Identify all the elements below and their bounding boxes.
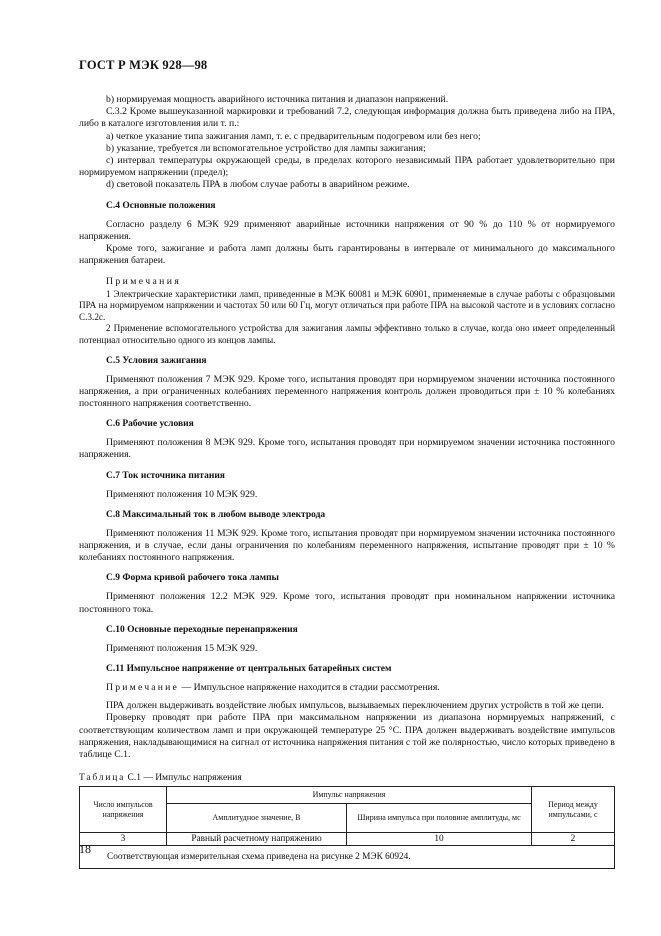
paragraph: Применяют положения 12.2 МЭК 929. Кроме того, испытания проводят при номинальном напряжении источника постоянного тока. [79,591,615,615]
header-cell-amplitude: Амплитудное значение, В [167,804,347,833]
paragraph: Применяют положения 15 МЭК 929. [106,642,258,654]
note-item: 2 Применение вспомогательного устройства для зажигания лампы эффективно только в случае, когда оно имеет определенный потенциал относительно одного из концов лампы. [79,323,615,346]
note-text: — Импульсное напряжение находится в стадии рассмотрения. [179,682,440,694]
note-label: Примечание [106,682,180,694]
table-row [80,833,615,846]
section-heading: С.10 Основные переходные перенапряжения [106,624,298,635]
paragraph: b) нормируемая мощность аварийного источника питания и диапазон напряжений. [106,94,449,105]
table-caption-text: С.1 — Импульс напряжения [125,773,242,784]
notes-heading: Примечания [106,276,182,288]
table-caption [79,773,615,783]
paragraph: ПРА должен выдерживать воздействие любых импульсов, вызываемых переключением других устройств в той же цепи. [106,700,604,712]
standard-header: ГОСТ Р МЭК 928—98 [79,58,208,72]
section-heading: С.5 Условия зажигания [106,355,207,366]
pulse-table [79,786,615,869]
paragraph: С.3.2 Кроме вышеуказанной маркировки и требований 7.2, следующая информация должна быть приведена либо на ПРА, либо в каталоге изготовления или т. п.: [79,106,615,130]
header-cell-group: Импульс напряжения [167,787,532,804]
cell-period: 2 [532,833,615,846]
table-caption-prefix: Таблица [79,773,126,784]
cell-count: 3 [80,833,167,846]
paragraph: Согласно разделу 6 МЭК 929 применяют аварийные источники напряжения от 90 % до 110 % от нормируемого напряжения. [79,218,615,242]
header-cell-period: Период между импульсами, с [532,787,615,833]
cell-width: 10 [347,833,532,846]
list-item: с) интервал температуры окружающей среды, в пределах которого независимый ПРА работает удовлетворительно при нормируемом напряжении (предел); [79,155,615,179]
section-heading: С.8 Максимальный ток в любом выводе электрода [106,509,326,520]
section-heading: С.11 Импульсное напряжение от центральных батарейных систем [106,664,392,675]
table-footnote: Соответствующая измерительная схема приведена на рисунке 2 МЭК 60924. [80,846,615,869]
paragraph: Проверку проводят при работе ПРА при максимальном напряжении из диапазона нормируемых напряжений, с соответствующим количеством ламп и при окружающей температуре 25 °С. ПРА должен выдерживать воздействие импульсов напряжения, накладывающимися на сигнал от источника напряжения питания с той же полярностью, число которых приведено в таблице С.1. [79,712,615,761]
document-page [79,58,615,869]
paragraph: Применяют положения 8 МЭК 929. Кроме того, испытания проводят при нормируемом значении источника постоянного напряжения. [79,437,615,461]
paragraph: Применяют положения 10 МЭК 929. [106,488,258,500]
cell-amplitude: Равный расчетному напряжению [167,833,347,846]
list-item: b) указание, требуется ли вспомогательное устройство для лампы зажигания; [106,142,426,154]
section-heading: С.6 Рабочие условия [106,419,194,430]
list-item: d) световой показатель ПРА в любом случае работы в аварийном режиме. [106,179,410,191]
paragraph: Применяют положения 11 МЭК 929. Кроме того, испытания проводят при нормируемом значении источника постоянного напряжения, и в случае, если даны ограничения по колебаниям переменного напряжения, испытание проводят при ± 10 % колебаниях постоянного напряжения. [79,527,615,564]
paragraph: Кроме того, зажигание и работа ламп должны быть гарантированы в интервале от минимального до максимального напряжения батареи. [79,243,615,267]
paragraph: Применяют положения 7 МЭК 929. Кроме того, испытания проводят при нормируемом значении источника постоянного напряжения, а при ограниченных колебаниях переменного напряжения контроль должен проводиться при ± 10 % колебаниях постоянного напряжения соответственно. [79,373,615,410]
header-cell-width: Ширина импульса при половине амплитуды, мс [347,804,532,833]
header-cell-count: Число импульсов напряжения [80,787,167,833]
list-item: а) четкое указание типа зажигания ламп, т. е. с предварительным подогревом или без него; [106,130,481,142]
section-heading: С.9 Форма кривой рабочего тока лампы [106,573,279,584]
section-heading: С.7 Ток источника питания [106,470,225,481]
note-item: 1 Электрические характеристики ламп, приведенные в МЭК 60081 и МЭК 60901, применяемые в случае работы с образцовыми ПРА на нормируемом напряжении и частотах 50 или 60 Гц, могут отличаться при работе ПРА на высокой частоте и в условиях согласно С.3.2с. [79,288,615,322]
inline-note [79,682,615,694]
page-number: 18 [79,842,91,856]
section-heading: С.4 Основные положения [106,200,216,211]
